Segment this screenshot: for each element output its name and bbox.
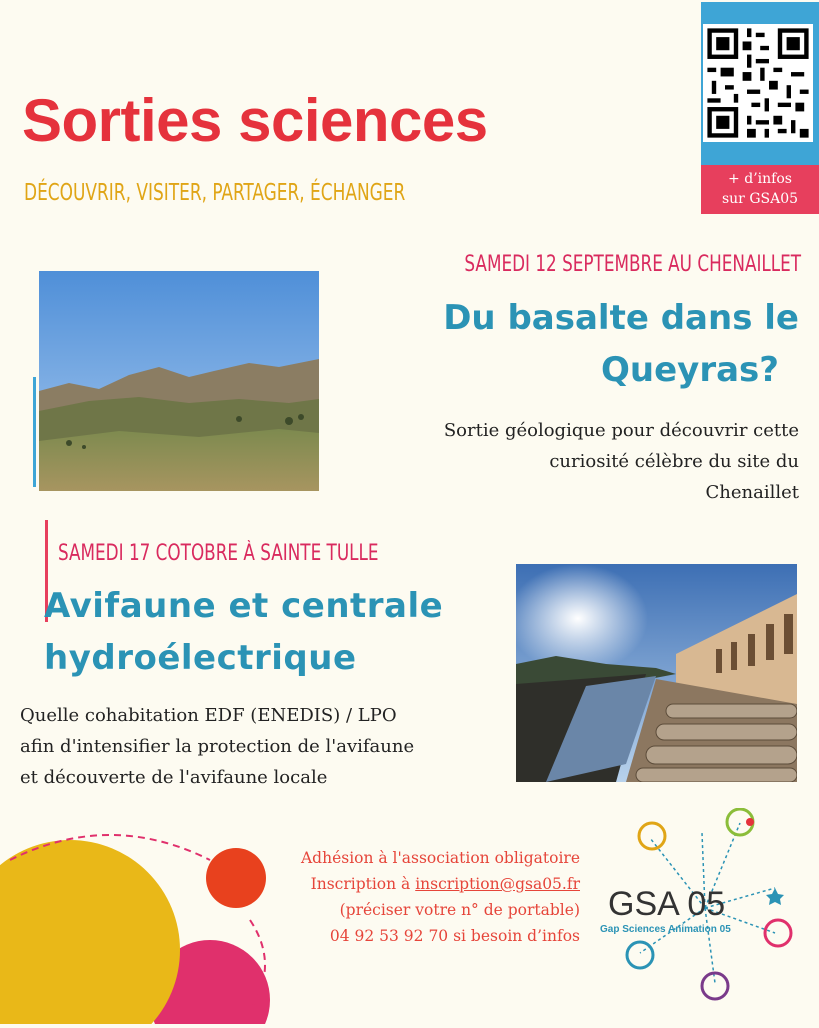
event2-desc-line1: Quelle cohabitation EDF (ENEDIS) / LPO: [20, 705, 397, 726]
qr-code-icon: [703, 24, 813, 142]
event2-desc-line2: afin d'intensifier la protection de l'avifaune: [20, 736, 415, 757]
qr-label-line2: sur GSA05: [721, 191, 799, 207]
registration-info: [262, 845, 580, 949]
qr-label-line1: + d’infos: [728, 171, 792, 187]
event1-date: SAMEDI 12 SEPTEMBRE AU CHENAILLET: [464, 252, 801, 277]
phone-note: (préciser votre n° de portable): [339, 901, 580, 919]
event2-title: [44, 580, 514, 684]
event2-description: [20, 700, 520, 793]
logo-wordmark: GSA 05: [608, 885, 726, 923]
decorative-circles: [0, 800, 300, 1024]
poster-title: Sorties sciences: [22, 87, 488, 154]
membership-note: Adhésion à l'association obligatoire: [300, 849, 580, 867]
event2-title-line2: hydroélectrique: [44, 638, 357, 678]
event2-title-line1: Avifaune et centrale: [44, 586, 444, 626]
registration-prefix: Inscription à: [310, 875, 416, 893]
event1-title: [379, 292, 799, 396]
event2-desc-line3: et découverte de l'avifaune locale: [20, 767, 328, 788]
hydro-plant-photo: [516, 564, 797, 782]
event1-title-line2: Queyras?: [600, 350, 779, 390]
registration-email-link[interactable]: inscription@gsa05.fr: [415, 875, 580, 893]
event2-date: SAMEDI 17 COTOBRE À SAINTE TULLE: [58, 541, 379, 566]
event1-desc-line1: Sortie géologique pour découvrir cette: [443, 420, 799, 441]
qr-label: [701, 165, 819, 214]
qr-code[interactable]: [703, 24, 813, 142]
event1-desc-line3: Chenaillet: [705, 482, 799, 503]
phone-line: 04 92 53 92 70 si besoin d’infos: [329, 927, 580, 945]
accent-line-blue: [33, 377, 36, 487]
registration-line: [262, 871, 580, 897]
gsa05-logo: [590, 808, 810, 1023]
event1-desc-line2: curiosité célèbre du site du: [549, 451, 799, 472]
mountain-photo: [39, 271, 319, 491]
event1-description: [359, 415, 799, 508]
event1-title-line1: Du basalte dans le: [443, 298, 799, 338]
logo-tagline: Gap Sciences Animation 05: [600, 924, 731, 935]
poster-subtitle: DÉCOUVRIR, VISITER, PARTAGER, ÉCHANGER: [24, 180, 406, 206]
